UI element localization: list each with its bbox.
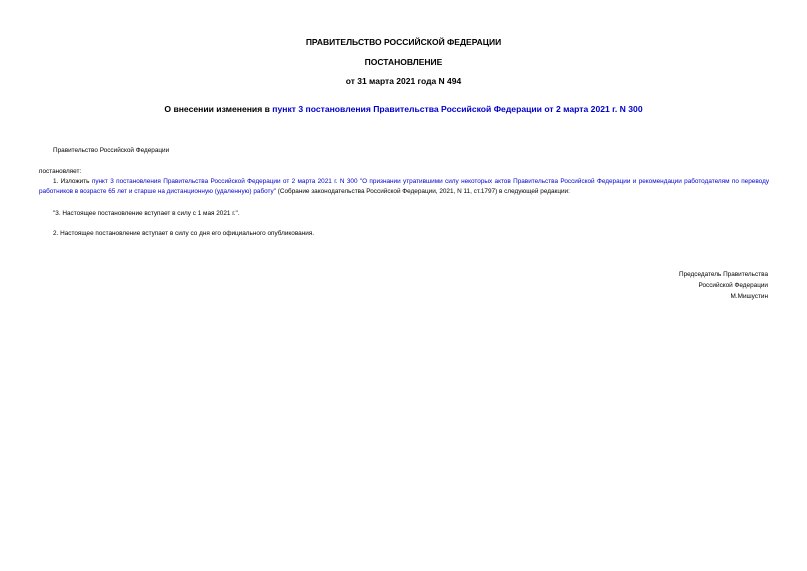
paragraph-1-suffix: (Собрание законодательства Российской Федерации, 2021, N 11, ст.1797) в следующей редакции: — [275, 188, 570, 195]
paragraph-1 — [39, 177, 769, 197]
resolves-word: постановляет: — [39, 168, 82, 175]
government-name: Правительство Российской Федерации — [53, 147, 170, 154]
document-date-number: от 31 марта 2021 года N 494 — [345, 76, 462, 86]
paragraph-1-prefix: 1. Изложить — [53, 178, 92, 185]
signature-block — [679, 269, 768, 302]
paragraph-2: 2. Настоящее постановление вступает в силу со дня его официального опубликования. — [53, 230, 315, 237]
paragraph-1-link[interactable]: пункт 3 постановления Правительства Российской Федерации от 2 марта 2021 г. N 300 "О признании утратившими силу некоторых актов Правительства Российской Федерации и рекомендации работодателям по переводу работников в возрасте 65 лет и старше на дистанционную (удаленную) работу" — [39, 178, 770, 195]
signature-title-line1: Председатель Правительства — [679, 271, 768, 278]
signature-title-line2: Российской Федерации — [698, 282, 768, 289]
quoted-new-text: "3. Настоящее постановление вступает в силу с 1 мая 2021 г.". — [53, 210, 240, 217]
document-type: ПОСТАНОВЛЕНИЕ — [364, 57, 443, 67]
subject-prefix: О внесении изменения в — [164, 104, 273, 114]
subject-link[interactable]: пункт 3 постановления Правительства Российской Федерации от 2 марта 2021 г. N 300 — [272, 104, 643, 114]
issuing-authority: ПРАВИТЕЛЬСТВО РОССИЙСКОЙ ФЕДЕРАЦИИ — [305, 37, 502, 47]
document-subject — [0, 104, 807, 114]
signatory-name: М.Мишустин — [730, 293, 768, 300]
